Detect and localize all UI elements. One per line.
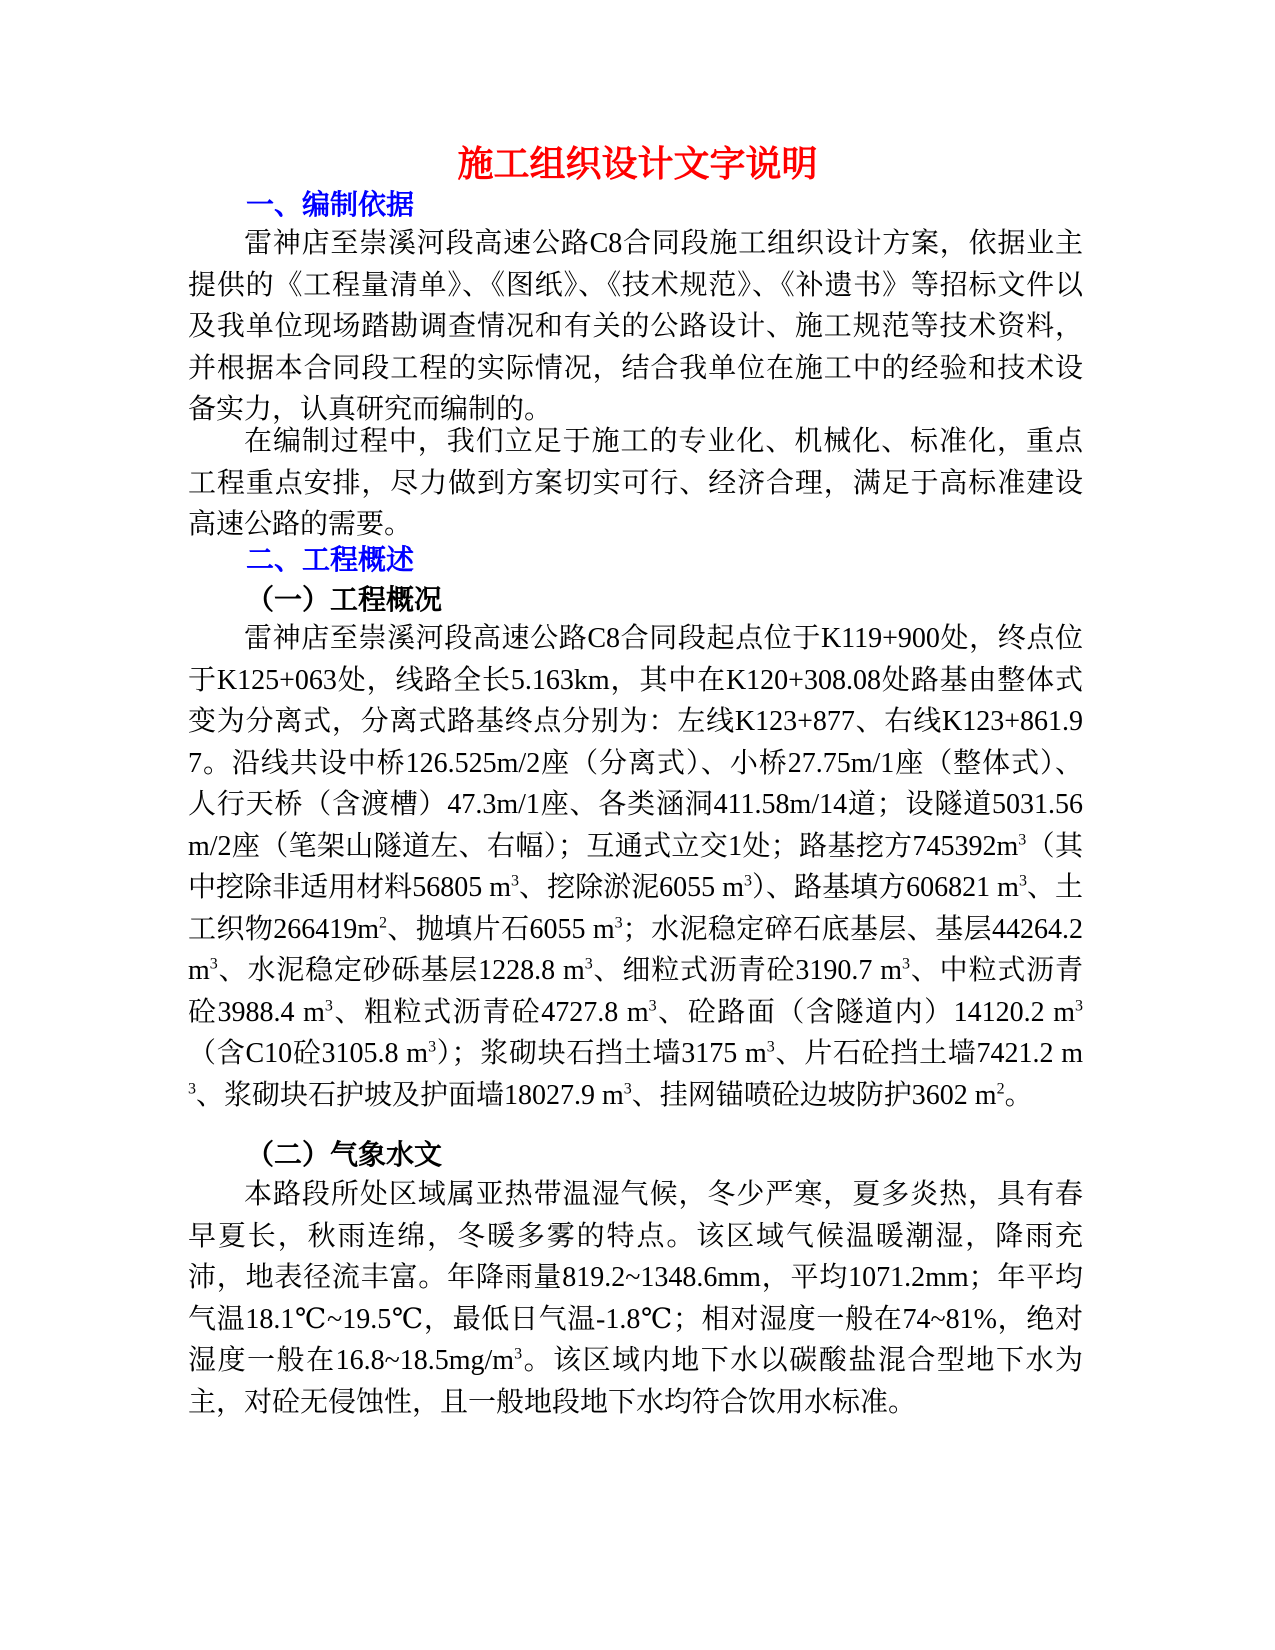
subsection-heading-climate: （二）气象水文	[246, 1138, 443, 1171]
document-title: 施工组织设计文字说明	[457, 144, 818, 184]
paragraph-basis: 雷神店至崇溪河段高速公路C8合同段施工组织设计方案，依据业主提供的《工程量清单》、《图纸》、《技术规范》、《补遗书》等招标文件以及我单位现场踏勘调查情况和有关的公路设计、施工规范等技术资料，并根据本合同段工程的实际情况，结合我单位在施工中的经验和技术设备实力，认真研究而编制的。	[188, 228, 1083, 425]
paragraph-project-overview: 雷神店至崇溪河段高速公路C8合同段起点位于K119+900处，终点位于K125+063处，线路全长5.163km，其中在K120+308.08处路基由整体式变为分离式，分离式路基终点分别为：左线K123+877、右线K123+861.97。沿线共设中桥126.525m/2座（分离式）、小桥27.75m/1座（整体式）、人行天桥（含渡槽）47.3m/1座、各类涵洞411.58m/14道；设隧道5031.56m/2座（笔架山隧道左、右幅）；互通式立交1处；路基挖方$745392m^3$（其中挖除非适用材料56805 $m^3$、挖除淤泥6055 $m^3$）、路基填方606821 $m^3$、土工织物$266419m^2$、抛填片石6055 $m^3$；水泥稳定碎石底基层、基层44264.2 $m^3$、水泥稳定砂砾基层1228.8 $m^3$、细粒式沥青砼3190.7 $m^3$、中粒式沥青砼3988.4 $m^3$、粗粒式沥青砼4727.8 $m^3$、砼路面（含隧道内）14120.2 $m^3$（含C10砼3105.8 $m^3$）；浆砌块石挡土墙3175 $m^3$、片石砼挡土墙7421.2 $m^3$、浆砌块石护坡及护面墙18027.9 $m^3$、挂网锚喷砼边坡防护3602 $m^2$。	[188, 623, 1084, 1111]
section-heading-basis: 一、编制依据	[246, 188, 415, 221]
subsection-heading-project: （一）工程概况	[246, 583, 443, 616]
paragraph-principles: 在编制过程中，我们立足于施工的专业化、机械化、标准化，重点工程重点安排，尽力做到方案切实可行、经济合理，满足于高标准建设高速公路的需要。	[188, 426, 1083, 540]
section-heading-overview: 二、工程概述	[246, 543, 415, 576]
paragraph-climate: 本路段所处区域属亚热带温湿气候，冬少严寒，夏多炎热，具有春早夏长，秋雨连绵，冬暖多雾的特点。该区域气候温暖潮湿，降雨充沛，地表径流丰富。年降雨量819.2~1348.6mm，平均1071.2mm；年平均气温18.1℃~19.5℃，最低日气温-1.8℃；相对湿度一般在74~81%，绝对湿度一般在$16.8\sim 18.5mg/m^3$。该区域内地下水以碳酸盐混合型地下水为主，对砼无侵蚀性，且一般地段地下水均符合饮用水标准。	[188, 1179, 1083, 1418]
